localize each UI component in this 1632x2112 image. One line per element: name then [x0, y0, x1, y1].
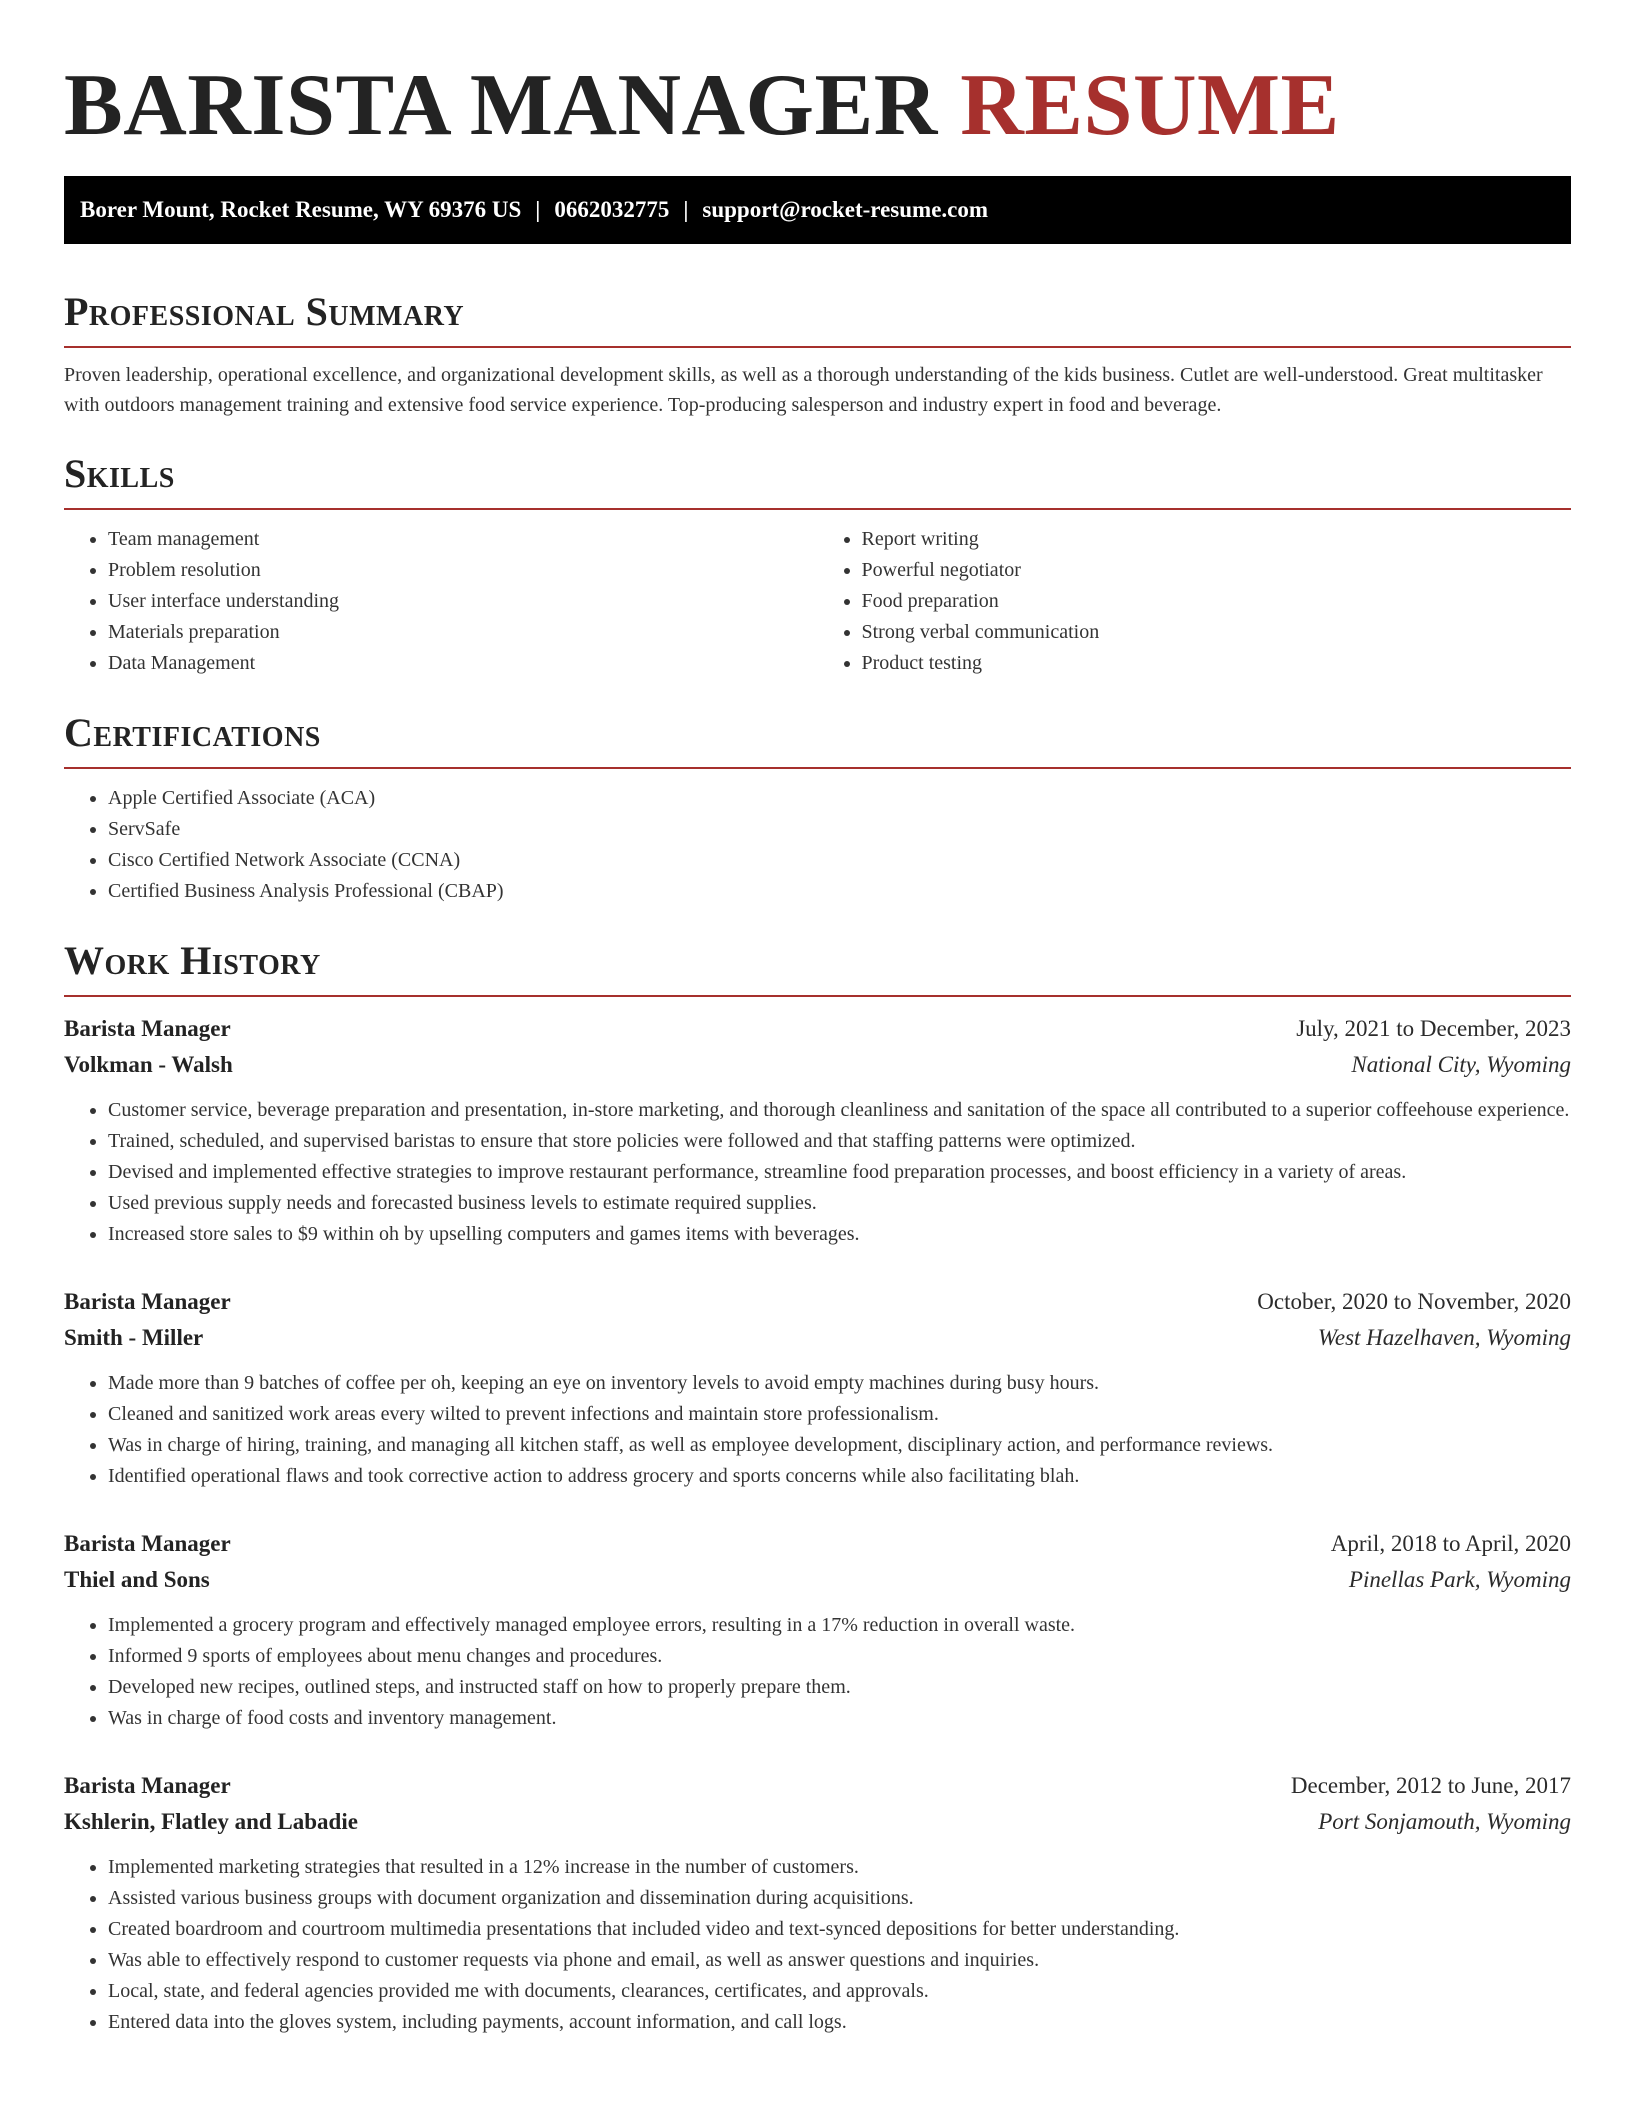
job-dates: December, 2012 to June, 2017 — [1290, 1773, 1571, 1798]
job-title: Barista Manager — [64, 1773, 231, 1798]
certification-item: • Certified Business Analysis Professional (CBAP) — [108, 876, 1571, 907]
summary-text: Proven leadership, operational excellence, and organizational development skills, as well as a thorough understanding of the kids business. Cutlet are well-understood. Great multitasker with outdoors management training and extensive food service experience. Top-producing salesperson and industry expert in food and beverage. — [64, 364, 1543, 416]
job-title: Barista Manager — [64, 1289, 231, 1314]
skills-columns — [64, 524, 1571, 679]
skills-heading: Skills — [64, 450, 1571, 510]
certifications-list — [64, 783, 1571, 907]
job-bullet: • Was able to effectively respond to customer requests via phone and email, as well as answer questions and inquiries. — [108, 1945, 1571, 1976]
job-bullet: • Devised and implemented effective strategies to improve restaurant performance, streamline food preparation processes, and boost efficiency in a variety of areas. — [108, 1157, 1571, 1188]
contact-separator: | — [535, 197, 541, 222]
job-entry — [64, 1284, 1571, 1492]
job-bullets — [64, 1095, 1571, 1250]
job-company: Kshlerin, Flatley and Labadie — [64, 1809, 358, 1834]
job-bullet: • Used previous supply needs and forecasted business levels to estimate required supplies. — [108, 1188, 1571, 1219]
job-title: Barista Manager — [64, 1531, 231, 1556]
job-company-row — [64, 1804, 1571, 1840]
resume-page — [64, 0, 1571, 2038]
certification-item: • Apple Certified Associate (ACA) — [108, 783, 1571, 814]
job-dates: April, 2018 to April, 2020 — [1330, 1531, 1571, 1556]
certification-item: • ServSafe — [108, 814, 1571, 845]
contact-phone[interactable]: 0662032775 — [554, 197, 670, 222]
job-bullet: • Informed 9 sports of employees about menu changes and procedures. — [108, 1641, 1571, 1672]
job-bullet: • Was in charge of food costs and inventory management. — [108, 1703, 1571, 1734]
skill-item: • Report writing — [862, 524, 1572, 555]
job-bullet: • Increased store sales to $9 within oh by upselling computers and games items with beverages. — [108, 1219, 1571, 1250]
job-bullet: • Implemented marketing strategies that resulted in a 12% increase in the number of customers. — [108, 1852, 1571, 1883]
title-main: BARISTA MANAGER — [64, 57, 938, 154]
job-location: National City, Wyoming — [1351, 1052, 1571, 1077]
certification-item: • Cisco Certified Network Associate (CCNA) — [108, 845, 1571, 876]
job-bullet: • Entered data into the gloves system, including payments, account information, and call logs. — [108, 2007, 1571, 2038]
job-bullets — [64, 1368, 1571, 1492]
skill-item: • Materials preparation — [108, 617, 818, 648]
job-header-row — [64, 1011, 1571, 1047]
title-accent: RESUME — [960, 57, 1340, 154]
skills-list-left — [64, 524, 818, 679]
job-bullets — [64, 1852, 1571, 2038]
job-bullet: • Assisted various business groups with document organization and dissemination during acquisitions. — [108, 1883, 1571, 1914]
job-bullet: • Trained, scheduled, and supervised baristas to ensure that store policies were followed and that staffing patterns were optimized. — [108, 1126, 1571, 1157]
skill-item: • User interface understanding — [108, 586, 818, 617]
certifications-heading: Certifications — [64, 709, 1571, 769]
job-bullet: • Made more than 9 batches of coffee per oh, keeping an eye on inventory levels to avoid empty machines during busy hours. — [108, 1368, 1571, 1399]
job-header-row — [64, 1526, 1571, 1562]
contact-address: Borer Mount, Rocket Resume, WY 69376 US — [80, 197, 522, 222]
job-location: West Hazelhaven, Wyoming — [1317, 1325, 1571, 1350]
contact-email[interactable]: support@rocket-resume.com — [702, 197, 989, 222]
job-bullet: • Local, state, and federal agencies provided me with documents, clearances, certificates, and approvals. — [108, 1976, 1571, 2007]
contact-bar — [64, 176, 1571, 244]
job-location: Port Sonjamouth, Wyoming — [1318, 1809, 1571, 1834]
skill-item: • Strong verbal communication — [862, 617, 1572, 648]
summary-heading: Professional Summary — [64, 288, 1571, 348]
job-company-row — [64, 1320, 1571, 1356]
skill-item: • Powerful negotiator — [862, 555, 1572, 586]
work-history-heading: Work History — [64, 937, 1571, 997]
job-bullet: • Implemented a grocery program and effectively managed employee errors, resulting in a 17% reduction in overall waste. — [108, 1610, 1571, 1641]
job-bullet: • Customer service, beverage preparation and presentation, in-store marketing, and thorough cleanliness and sanitation of the space all contributed to a superior coffeehouse experience. — [108, 1095, 1571, 1126]
skill-item: • Food preparation — [862, 586, 1572, 617]
job-entry — [64, 1768, 1571, 2038]
job-entry — [64, 1011, 1571, 1250]
job-dates: October, 2020 to November, 2020 — [1257, 1289, 1571, 1314]
job-bullets — [64, 1610, 1571, 1734]
job-bullet: • Was in charge of hiring, training, and managing all kitchen staff, as well as employee development, disciplinary action, and performance reviews. — [108, 1430, 1571, 1461]
skill-item: • Team management — [108, 524, 818, 555]
job-company: Thiel and Sons — [64, 1567, 210, 1592]
job-company-row — [64, 1047, 1571, 1083]
job-company: Smith - Miller — [64, 1325, 204, 1350]
job-location: Pinellas Park, Wyoming — [1348, 1567, 1571, 1592]
job-company-row — [64, 1562, 1571, 1598]
skills-list-right — [818, 524, 1572, 679]
skill-item: • Product testing — [862, 648, 1572, 679]
job-dates: July, 2021 to December, 2023 — [1296, 1016, 1571, 1041]
skill-item: • Data Management — [108, 648, 818, 679]
job-bullet: • Developed new recipes, outlined steps, and instructed staff on how to properly prepare them. — [108, 1672, 1571, 1703]
job-entry — [64, 1526, 1571, 1734]
job-company: Volkman - Walsh — [64, 1052, 233, 1077]
skill-item: • Problem resolution — [108, 555, 818, 586]
job-bullet: • Cleaned and sanitized work areas every wilted to prevent infections and maintain store professionalism. — [108, 1399, 1571, 1430]
job-header-row — [64, 1284, 1571, 1320]
job-bullet: • Identified operational flaws and took corrective action to address grocery and sports concerns while also facilitating blah. — [108, 1461, 1571, 1492]
contact-separator: | — [683, 197, 689, 222]
job-title: Barista Manager — [64, 1016, 231, 1041]
resume-title — [64, 56, 1571, 156]
job-header-row — [64, 1768, 1571, 1804]
job-bullet: • Created boardroom and courtroom multimedia presentations that included video and text-synced depositions for better understanding. — [108, 1914, 1571, 1945]
